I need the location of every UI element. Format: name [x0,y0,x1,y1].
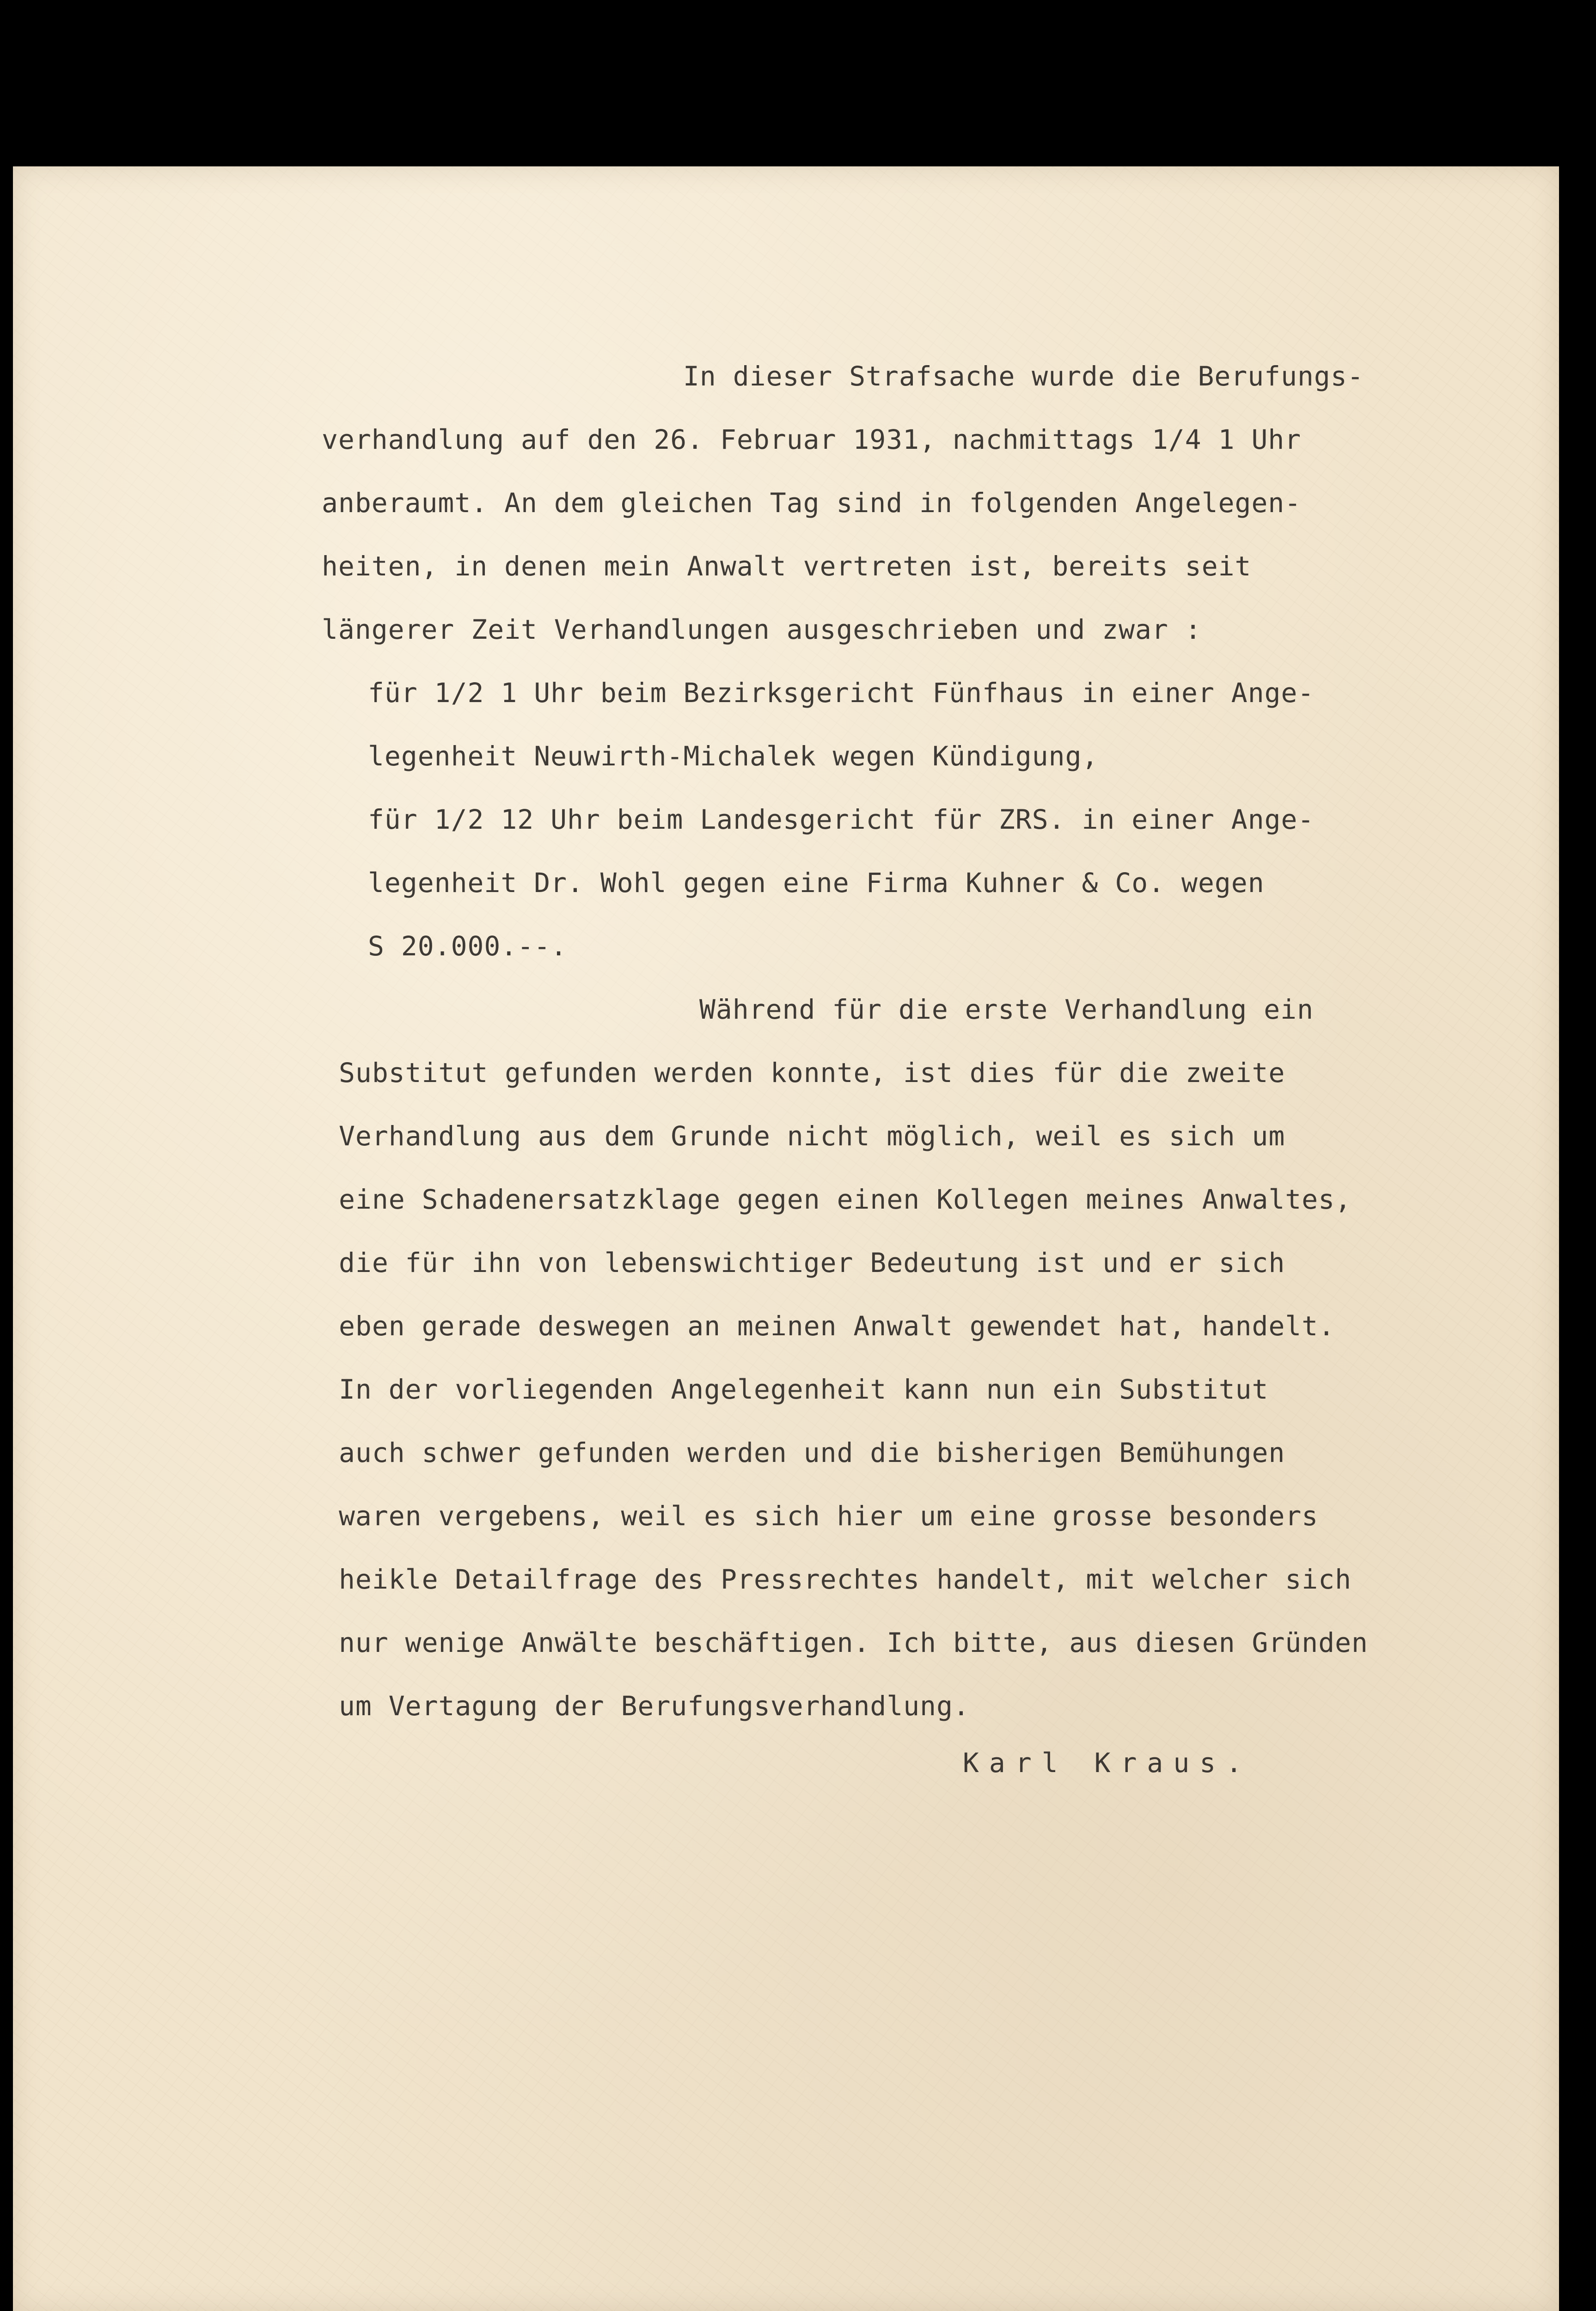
text-line: die für ihn von lebenswichtiger Bedeutung ist und er sich [339,1247,1285,1278]
text-line: auch schwer gefunden werden und die bisherigen Bemühungen [339,1437,1285,1468]
text-line: verhandlung auf den 26. Februar 1931, nachmittags 1/4 1 Uhr [322,424,1302,455]
signature: Karl Kraus. [963,1747,1253,1779]
text-line: eine Schadenersatzklage gegen einen Kollegen meines Anwaltes, [339,1184,1352,1215]
text-line: um Vertagung der Berufungsverhandlung. [339,1690,970,1722]
text-line: legenheit Neuwirth-Michalek wegen Kündigung, [368,740,1099,772]
typed-letter-page [13,166,1559,2311]
text-line: längerer Zeit Verhandlungen ausgeschrieben und zwar : [322,614,1202,645]
text-line: heikle Detailfrage des Pressrechtes handelt, mit welcher sich [339,1564,1352,1595]
text-line: für 1/2 1 Uhr beim Bezirksgericht Fünfhaus in einer Ange- [368,677,1315,709]
text-line: S 20.000.--. [368,930,568,962]
text-line: Substitut gefunden werden konnte, ist dies für die zweite [339,1057,1285,1088]
text-line: Während für die erste Verhandlung ein [699,994,1314,1025]
text-line: Verhandlung aus dem Grunde nicht möglich, weil es sich um [339,1120,1285,1152]
text-line: waren vergebens, weil es sich hier um eine grosse besonders [339,1500,1319,1532]
text-line: nur wenige Anwälte beschäftigen. Ich bitte, aus diesen Gründen [339,1627,1368,1658]
text-line: legenheit Dr. Wohl gegen eine Firma Kuhner & Co. wegen [368,867,1265,899]
text-line: eben gerade deswegen an meinen Anwalt gewendet hat, handelt. [339,1310,1335,1342]
text-line: In dieser Strafsache wurde die Berufungs- [683,361,1364,392]
text-line: heiten, in denen mein Anwalt vertreten ist, bereits seit [322,550,1252,582]
text-line: In der vorliegenden Angelegenheit kann nun ein Substitut [339,1374,1269,1405]
text-line: anberaumt. An dem gleichen Tag sind in folgenden Angelegen- [322,487,1302,519]
text-line: für 1/2 12 Uhr beim Landesgericht für ZRS. in einer Ange- [368,804,1315,835]
